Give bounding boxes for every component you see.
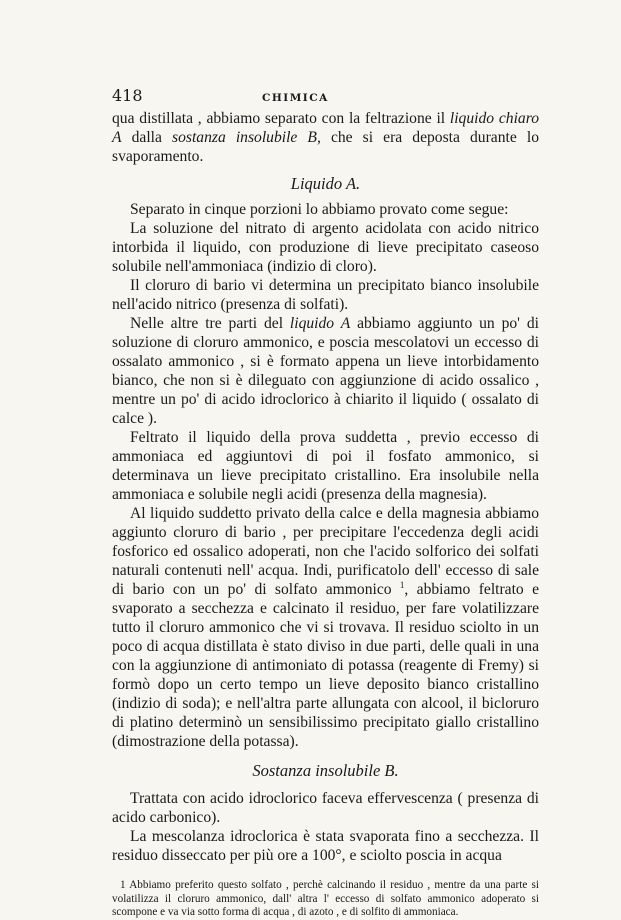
paragraph: Separato in cinque porzioni lo abbiamo provato come segue: <box>130 201 509 218</box>
paragraph-continuation: qua distillata , abbiamo separato con la feltrazione il liquido chiaro A dalla sostanza insolubile B, che si era deposta durante lo svaporamento. <box>112 110 539 165</box>
section-heading-liquido-a: Liquido A. <box>290 174 361 193</box>
page-number: 418 <box>112 86 143 105</box>
running-title: CHIMICA <box>262 92 329 104</box>
paragraph: Al liquido suddetto privato della calce e della magnesia abbiamo aggiunto cloruro di bario , per precipitare l'eccedenza degli acidi fosforico ed ossalico adoperati, non che l'acido solforico dei solfati naturali contenuti nell' acqua. Indi, purificatolo dell' eccesso di sale di bario con un po' di solfato ammonico $^1$, abbiamo feltrato e svaporato a secchezza e calcinato il residuo, per fare volatilizzare tutto il cloruro ammonico che vi si trovava. Il residuo sciolto in un poco di acqua distillata è stato diviso in due parti, delle quali in una con la aggiunzione di antimoniato di potassa (reagente di Fremy) si formò dopo un certo tempo un lieve deposito bianco cristallino (indizio di soda); e nell'altra parte allungata con alcool, il bicloruro di platino determinò un sensibilissimo precipitato giallo cristallino (dimostrazione della potassa). <box>112 505 539 750</box>
footnote-marker: 1 <box>399 579 405 590</box>
page-header <box>112 86 539 105</box>
section-heading-sostanza-b: Sostanza insolubile B. <box>252 761 399 780</box>
paragraph: Feltrato il liquido della prova suddetta , previo eccesso di ammoniaca ed aggiuntovi di poi il fosfato ammonico, si determinava un lieve precipitato cristallino. Era insolubile nella ammoniaca e solubile negli acidi (presenza della magnesia). <box>112 429 539 503</box>
main-text <box>112 109 539 865</box>
paragraph: Il cloruro di bario vi determina un precipitato bianco insolubile nell'acido nitrico (presenza di solfati). <box>112 277 539 313</box>
paragraph: Nelle altre tre parti del liquido A abbiamo aggiunto un po' di soluzione di cloruro ammonico, e poscia mescolatovi un eccesso di ossalato ammonico , si è formato appena un lieve intorbidamento bianco, che non si è dileguato con aggiunzione di acido ossalico , mentre un po' di acido idroclorico à chiarito il liquido ( ossalato di calce ). <box>112 315 539 427</box>
paragraph: La mescolanza idroclorica è stata svaporata fino a secchezza. Il residuo disseccato per più ore a 100°, e sciolto poscia in acqua <box>112 828 539 864</box>
paragraph: Trattata con acido idroclorico faceva effervescenza ( presenza di acido carbonico). <box>112 790 539 826</box>
footnote: 1 Abbiamo preferito questo solfato , perchè calcinando il residuo , mentre da una parte si volatilizza il cloruro ammonico, dall' altra l' eccesso di solfato ammonico adoperato si scompone e va via sotto forma di acqua , di azoto , e di solfito di ammoniaca. <box>112 879 539 918</box>
paragraph: La soluzione del nitrato di argento acidolata con acido nitrico intorbida il liquido, con produzione di lieve precipitato caseoso solubile nell'ammoniaca (indizio di cloro). <box>112 220 539 275</box>
